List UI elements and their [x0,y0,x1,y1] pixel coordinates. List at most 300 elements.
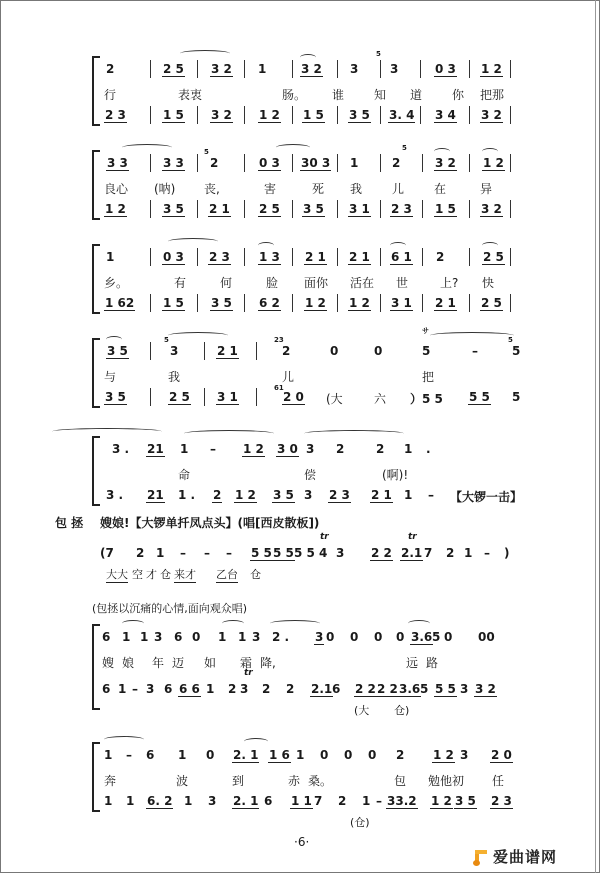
note: 6. 2 [147,794,173,808]
lyric: 丧, [204,182,220,196]
barline [150,248,151,266]
lyric: 肠。 [282,88,307,102]
lyric: 我 [168,370,181,384]
voice-line [92,344,522,364]
note: 3 [306,442,315,456]
note: 6 [102,682,111,696]
lyric-line [92,466,522,486]
note: 3 2 [301,62,322,76]
lyric: 娘 [122,656,135,670]
barline [422,248,423,266]
barline [380,200,381,218]
percussion-syllable: 来才 [174,568,196,581]
slur [122,144,172,151]
barline [292,294,293,312]
lyric: 命 [178,468,191,482]
note: 2 [338,794,347,808]
barline [380,106,381,124]
note: 3 [336,546,345,560]
note: 2. 1 [233,794,259,808]
barline [197,154,198,172]
voice-line [92,748,522,768]
note: 21 [147,442,164,456]
slur [244,738,268,745]
note: 1 2 [305,296,326,310]
note: 2 3 [391,202,412,216]
lyric: 谁 [332,88,345,102]
note: 3 4 [435,108,456,122]
note: 1 2 [235,488,256,502]
lyric: 包 [394,774,407,788]
barline [197,248,198,266]
grace-note: 5 [402,144,407,152]
note: 6 2 [259,296,280,310]
note: 2 1 [217,344,238,358]
note: 2 [106,62,115,76]
note: 1 6 [269,748,290,762]
lyric: 何 [220,276,233,290]
barline [380,294,381,312]
note: 2 [446,546,455,560]
lyric: 上? [440,276,459,290]
note: 1 [140,630,149,644]
note: 2 1 [349,250,370,264]
barline [469,200,470,218]
note: 5 [420,682,429,696]
note: 1 [126,794,135,808]
note: 3 . [112,442,130,456]
slur [408,620,430,627]
barline [197,294,198,312]
note: 0 [206,748,215,762]
note: 2 3 [105,108,126,122]
note: 3 [170,344,179,358]
slur [222,620,244,627]
lyric: 面你 [304,276,329,290]
note: 1 [118,682,127,696]
note: . [426,442,431,456]
page-number: ·6· [294,835,310,849]
note: 6 [332,682,341,696]
note: 0 3 [259,156,280,170]
intro-phrase [100,532,520,590]
note: 0 [368,748,377,762]
note: ）5 5 [410,392,443,406]
note: 0 [344,748,353,762]
note: 0 [330,344,339,358]
note: 5 5 [435,682,456,696]
barline [244,248,245,266]
lyric: 快 [482,276,495,290]
note: 1 [350,156,359,170]
percussion-syllable: 大大 [106,568,128,581]
note: ) [504,546,510,560]
percussion-syllable: 空 [132,568,143,581]
barline [469,106,470,124]
note: 3 [460,682,469,696]
barline [420,106,421,124]
note: 3 5 [163,202,184,216]
barline [197,60,198,78]
barline [244,200,245,218]
site-name: 爱曲谱网 [493,848,558,866]
note: 2 1 [371,488,392,502]
note: 3 1 [391,296,412,310]
note: 0 [396,630,405,644]
barline [292,248,293,266]
note: 1 [104,748,113,762]
barline [150,60,151,78]
page-edge-line [595,0,596,873]
lyric: 乡。 [104,276,129,290]
voice-line [92,156,522,176]
barline [422,294,423,312]
lyric: (呐) [154,182,176,196]
lyric: 你 [452,88,465,102]
note: 6 [102,630,111,644]
percussion-cue: (仓) [350,816,370,829]
note: 1 5 [163,296,184,310]
percussion-syllable: 仓 [250,568,261,581]
note: 2.1 [401,546,423,560]
note: 1 [122,630,131,644]
note: 3 [146,682,155,696]
note: 3 2 [481,202,502,216]
fermata-note: 1 [362,794,371,808]
note: – [132,682,138,696]
note: – [180,546,186,560]
note: 3 [304,488,313,502]
lyric: 嫂 [102,656,115,670]
barline [510,60,511,78]
note: 5 [512,344,521,358]
slur [304,430,404,437]
note: 3 5 [455,794,476,808]
percussion-syllable: 才 [146,568,157,581]
note: 2 2 [371,546,392,560]
note: 0 [444,630,453,644]
lyric: 知 [374,88,387,102]
lyric-line [92,368,522,388]
grace-note: 5 [376,50,381,58]
lyric-line [92,180,522,200]
barline [380,248,381,266]
note: – [472,344,478,358]
note: 1 2 [349,296,370,310]
note: 30 3 [301,156,331,170]
note: 3 5 [273,488,294,502]
note: 2 [210,156,219,170]
accomp-line [92,682,522,702]
note: 1 [296,748,305,762]
note: 6 [264,794,273,808]
fermata-note: 1 [156,546,165,560]
note: – [484,546,490,560]
role-name: 包 拯 [55,516,84,530]
note: 0 [350,630,359,644]
slur [180,50,230,57]
lyric: 把那 [480,88,505,102]
note: 3 0 [277,442,298,456]
note: 3 5 [211,296,232,310]
fermata-note: 1 [180,442,189,456]
note: 2 5 [481,296,502,310]
note: 1 [178,748,187,762]
score-system-6 [92,624,522,717]
grace-note: 5 [508,336,513,344]
percussion-cue: (大 [326,392,343,406]
barline [422,200,423,218]
note: 2 [213,488,222,502]
lyric-line [92,274,522,294]
note: 6 6 [179,682,200,696]
barline [292,60,293,78]
barline [292,154,293,172]
note: 3. 4 [389,108,415,122]
note: 33.2 [387,794,417,808]
lyric: 迈 [172,656,185,670]
trill-mark: tr [408,532,417,542]
note: 2 2 [355,682,376,696]
barline [204,388,205,406]
note: 1 [258,62,267,76]
note: 1 5 [435,202,456,216]
barline [510,154,511,172]
barline [337,154,338,172]
note: 2 [376,442,385,456]
note: 2 [436,250,445,264]
slur [122,620,144,627]
accomp-line [92,794,522,814]
note: 2 [136,546,145,560]
barline [292,200,293,218]
lyric: 脸 [266,276,279,290]
note: 3 1 [349,202,370,216]
accomp-line [92,202,522,222]
note: 6 [164,682,173,696]
voice-line [92,630,522,650]
lyric: 有 [174,276,187,290]
slur [104,736,144,743]
lyric: 世 [396,276,409,290]
trill-mark: tr [244,668,253,678]
note: 1 3 [259,250,280,264]
note: 3 2 [481,108,502,122]
note: – [210,442,216,456]
lyric: 远 [406,656,419,670]
note: 2 [336,442,345,456]
note: 3 5 [303,202,324,216]
note: 2. 1 [233,748,259,762]
note: 1 [238,630,247,644]
note: 1 1 [291,794,312,808]
lyric: 桑。 [308,774,333,788]
section-header-text: 嫂娘!【大锣单扦凤点头】(唱[西皮散板]) [100,516,320,530]
note: 6 1 [391,250,412,264]
barline [150,388,151,406]
note: 00 [478,630,495,644]
note: 2 5 [163,62,184,76]
note: 1 [184,794,193,808]
note: 3 3 [163,156,184,170]
stage-direction: (包拯以沉痛的心情,面向观众唱) [92,602,248,615]
note: 2 3 [209,250,230,264]
trill-mark: tr [320,532,329,542]
note: 3 [252,630,261,644]
lyric: 路 [426,656,439,670]
note: 5 5 4 [294,546,328,560]
lyric: 死 [312,182,325,196]
note: 3 2 [435,156,456,170]
percussion-syllable: 仓 [160,568,171,581]
note: 2 [228,682,237,696]
lyric: 勉他初 [428,774,465,788]
barline [469,154,470,172]
lyric: 到 [232,774,245,788]
note: 1 2 [105,202,126,216]
slur [258,242,274,249]
note: 1 2 [481,62,502,76]
score-system-7 [92,742,522,829]
note: 3 3 [107,156,128,170]
barline [337,60,338,78]
barline [150,106,151,124]
note: (7 [100,546,114,560]
grace-note: 5 [204,148,209,156]
slur [276,144,310,151]
barline [510,106,511,124]
slur [482,242,498,249]
note: 2 1 [305,250,326,264]
note: 3 [208,794,217,808]
lyric: 年 [152,656,165,670]
note: 2 [392,156,401,170]
note: 1 5 [303,108,324,122]
note: 5 5 [273,546,294,560]
lyric: 霜 [240,656,253,670]
note: 0 [320,748,329,762]
note: 1 5 [163,108,184,122]
barline [150,294,151,312]
voice-line [92,62,522,82]
slur [168,238,218,245]
note: 3 2 [211,62,232,76]
lyric: 活在 [350,276,375,290]
barline [150,154,151,172]
lyric: 偿 [304,468,317,482]
barline [244,154,245,172]
note: 1 [404,488,413,502]
grace-note: 23 [274,336,284,344]
note: 3 [154,630,163,644]
note: 2 [282,344,291,358]
note: 2 1 [209,202,230,216]
free-meter-mark: サ [422,327,429,335]
slur [52,428,162,435]
barline [469,60,470,78]
note: 1 [218,630,227,644]
lyric: 与 [104,370,117,384]
slur [482,148,498,155]
barline [197,200,198,218]
site-watermark [473,846,557,867]
barline [337,248,338,266]
barline [510,248,511,266]
lyric: 表衷 [178,88,203,102]
note: 3.6 [411,630,433,644]
barline [510,200,511,218]
note: 5 5 [251,546,272,560]
score-system-3 [92,244,522,314]
note: 3 5 [105,390,126,404]
note: 3 2 [475,682,496,696]
note: 3 [240,682,249,696]
lyric: 良心 [104,182,129,196]
lyric: 任 [492,774,505,788]
note: 0 [374,344,383,358]
percussion-cue: 六 [374,392,387,406]
grace-note: 5 [164,336,169,344]
barline [244,60,245,78]
lyric: 行 [104,88,117,102]
barline [337,294,338,312]
lyric: 把 [422,370,435,384]
note: 3 [315,630,324,644]
note: 2 5 [169,390,190,404]
accomp-line [92,488,522,508]
lyric: 害 [264,182,277,196]
note: 1 62 [105,296,135,310]
slur [430,332,514,339]
note: 1 [104,794,113,808]
slur [184,430,274,437]
note: 7 [424,546,433,560]
voice-line [92,442,522,462]
note: 0 3 [435,62,456,76]
lyric: 如 [204,656,217,670]
note: 3 2 [211,108,232,122]
lyric: 我 [350,182,363,196]
note: 6 [146,748,155,762]
note: 7 [314,794,323,808]
note: 5 [512,390,521,404]
note: 2 [262,682,271,696]
note: – [376,794,382,808]
lyric: (啊)! [382,468,409,482]
barline [150,200,151,218]
percussion-cue: 【大锣一击】 [450,490,523,504]
barline [292,106,293,124]
intro-percussion [100,566,520,586]
note: 1 2 [483,156,504,170]
barline [204,342,205,360]
note: 21 [147,488,164,502]
lyric: 降, [260,656,276,670]
note: – [204,546,210,560]
percussion-cue: 仓) [394,704,410,717]
note: 1 2 [259,108,280,122]
note: 2 0 [491,748,512,762]
note: 3.6 [399,682,421,696]
barline [469,248,470,266]
note: 1 2 [243,442,264,456]
fermata-note: 1 . [178,488,196,502]
barline [256,342,257,360]
note: 2 2 [377,682,398,696]
score-system-1 [92,50,522,126]
note: – [126,748,132,762]
note: 2 1 [435,296,456,310]
